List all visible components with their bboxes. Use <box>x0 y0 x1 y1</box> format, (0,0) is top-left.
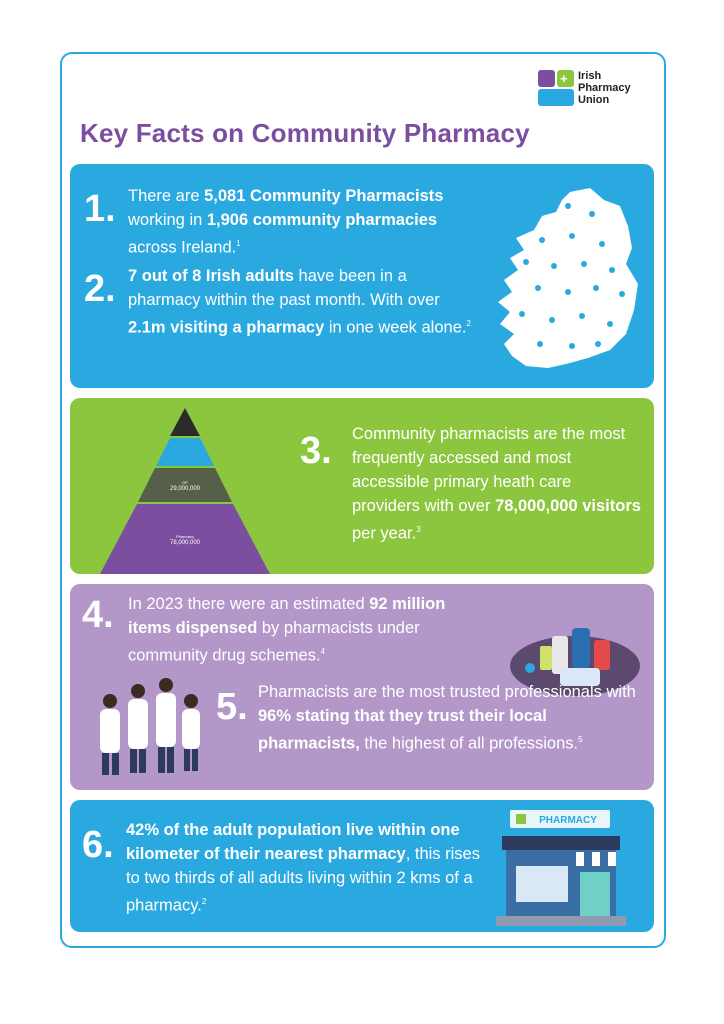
fact-2-number: 2. <box>84 268 116 310</box>
logo-text <box>578 70 631 106</box>
fact-4-number: 4. <box>82 594 114 636</box>
ipu-logo <box>538 70 648 110</box>
pyramid-gp-title: GP <box>182 480 188 485</box>
pyramid-pharmacy-title: Pharmacy <box>175 534 195 539</box>
pharmacy-sign-label: PHARMACY <box>539 815 597 826</box>
fact-4-text: In 2023 there were an estimated 92 million items dispensed by pharmacists under community drug schemes.$^4$ <box>128 595 446 665</box>
pyramid-gp-label: 29,000,000 <box>169 486 201 492</box>
page-title: Key Facts on Community Pharmacy <box>80 118 530 148</box>
facts-panel-3 <box>70 584 654 790</box>
logo-mark-icon: + <box>538 70 574 106</box>
ireland-map-icon <box>492 184 642 374</box>
fact-1-number: 1. <box>84 188 116 230</box>
logo-line-2: Pharmacy <box>578 82 631 94</box>
fact-5-number: 5. <box>216 686 248 728</box>
fact-5-text: Pharmacists are the most trusted professionals with 96% stating that they trust their local pharmacists, the highest of all professions.$^5$ <box>258 683 636 753</box>
pyramid-chart-icon <box>100 408 270 574</box>
pharmacists-group-icon <box>90 669 210 784</box>
logo-line-3: Union <box>578 94 610 106</box>
facts-panel-1 <box>70 164 654 388</box>
facts-panel-2 <box>70 398 654 574</box>
fact-3-text: Community pharmacists are the most frequently accessed and most accessible primary heath care providers with over 78,000,000 visitors per year.$^3$ <box>352 425 641 543</box>
fact-3-number: 3. <box>300 430 332 472</box>
fact-6-number: 6. <box>82 824 114 866</box>
pyramid-pharmacy-label: 78,000,000 <box>169 540 201 546</box>
fact-2-text: 7 out of 8 Irish adults have been in a pharmacy within the past month. With over 2.1m visiting a pharmacy in one week alone.$^2$ <box>128 267 471 337</box>
pharmacy-shop-icon <box>496 808 626 926</box>
logo-line-1: Irish <box>578 70 602 82</box>
facts-panel-4 <box>70 800 654 932</box>
fact-6-text: 42% of the adult population live within one kilometer of their nearest pharmacy, this rises to two thirds of all adults living within 2 kms of a pharmacy.$^2$ <box>126 821 480 915</box>
fact-1-text: There are 5,081 Community Pharmacists working in 1,906 community pharmacies across Ireland.$^1$ <box>128 187 444 257</box>
